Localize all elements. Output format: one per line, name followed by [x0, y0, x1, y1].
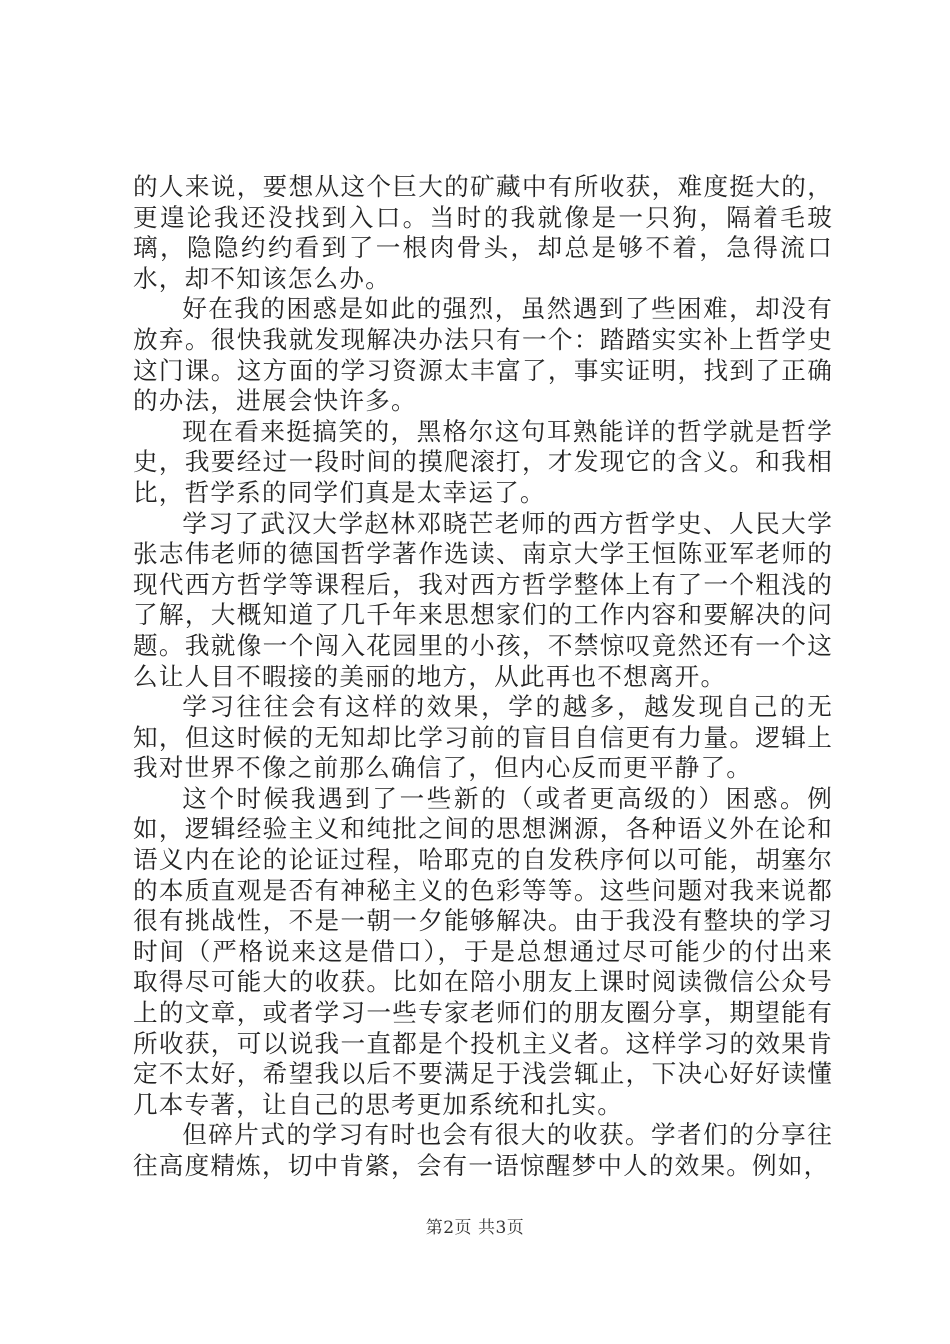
- page-footer: 第2页 共3页: [425, 1218, 525, 1238]
- document-body: [133, 172, 833, 1182]
- paragraph-4: 学习了武汉大学赵林邓晓芒老师的西方哲学史、人民大学张志伟老师的德国哲学著作选读、南京大学王恒陈亚军老师的现代西方哲学等课程后，我对西方哲学整体上有了一个粗浅的了解，大概知道了几千年来思想家们的工作内容和要解决的问题。我就像一个闯入花园里的小孩，不禁惊叹竟然还有一个这么让人目不暇接的美丽的地方，从此再也不想离开。: [133, 508, 833, 691]
- paragraph-7: 但碎片式的学习有时也会有很大的收获。学者们的分享往往高度精炼，切中肯綮，会有一语惊醒梦中人的效果。例如，: [133, 1120, 833, 1180]
- paragraph-1: 的人来说，要想从这个巨大的矿藏中有所收获，难度挺大的，更遑论我还没找到入口。当时的我就像是一只狗，隔着毛玻璃，隐隐约约看到了一根肉骨头，却总是够不着，急得流口水，却不知该怎么办。: [133, 172, 833, 293]
- paragraph-5: 学习往往会有这样的效果，学的越多，越发现自己的无知，但这时候的无知却比学习前的盲目自信更有力量。逻辑上我对世界不像之前那么确信了，但内心反而更平静了。: [133, 692, 833, 783]
- paragraph-6: 这个时候我遇到了一些新的（或者更高级的）困惑。例如，逻辑经验主义和纯批之间的思想渊源，各种语义外在论和语义内在论的论证过程，哈耶克的自发秩序何以可能，胡塞尔的本质直观是否有神秘主义的色彩等等。这些问题对我来说都很有挑战性，不是一朝一夕能够解决。由于我没有整块的学习时间（严格说来这是借口），于是总想通过尽可能少的付出来取得尽可能大的收获。比如在陪小朋友上课时阅读微信公众号上的文章，或者学习一些专家老师们的朋友圈分享，期望能有所收获，可以说我一直都是个投机主义者。这样学习的效果肯定不太好，希望我以后不要满足于浅尝辄止，下决心好好读懂几本专著，让自己的思考更加系统和扎实。: [133, 783, 833, 1119]
- paragraph-3: 现在看来挺搞笑的，黑格尔这句耳熟能详的哲学就是哲学史，我要经过一段时间的摸爬滚打，才发现它的含义。和我相比，哲学系的同学们真是太幸运了。: [133, 416, 833, 507]
- paragraph-2: 好在我的困惑是如此的强烈，虽然遇到了些困难，却没有放弃。很快我就发现解决办法只有一个：踏踏实实补上哲学史这门课。这方面的学习资源太丰富了，事实证明，找到了正确的办法，进展会快许多。: [133, 294, 833, 416]
